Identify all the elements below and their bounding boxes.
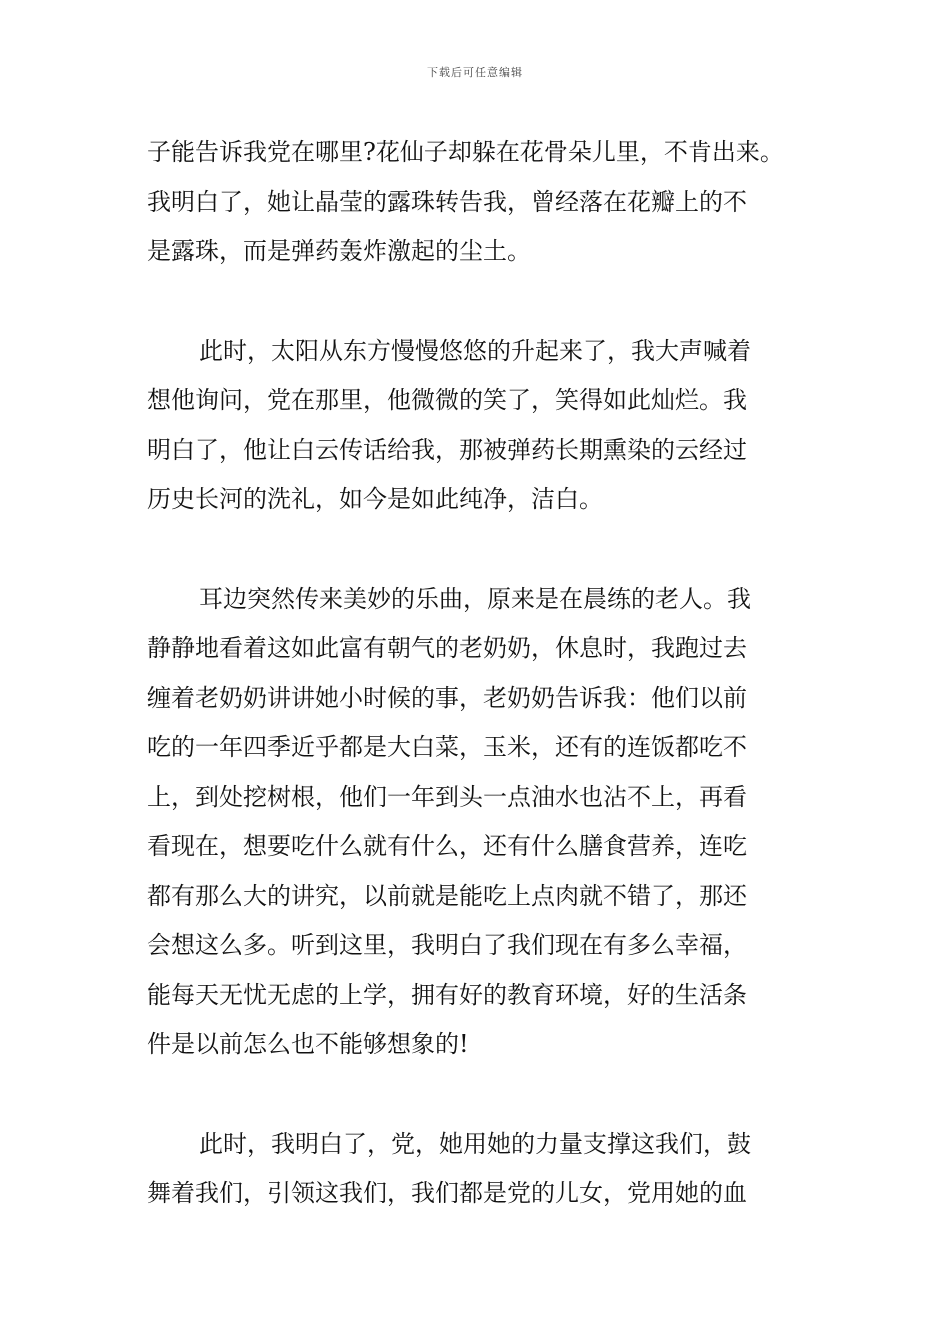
document-body [147, 128, 812, 1219]
text-line: 会想这么多。听到这里，我明白了我们现在有多么幸福， [147, 931, 747, 959]
text-line: 缠着老奶奶讲讲她小时候的事，老奶奶告诉我：他们以前 [147, 683, 747, 712]
text-line: 此时，太阳从东方慢慢悠悠的升起来了，我大声喊着 [199, 336, 751, 365]
text-line: 历史长河的洗礼，如今是如此纯净，洁白。 [147, 485, 603, 513]
text-line: 静静地看着这如此富有朝气的老奶奶，休息时，我跑过去 [147, 634, 747, 662]
text-line: 是露珠，而是弹药轰炸激起的尘土。 [147, 237, 531, 265]
text-line: 耳边突然传来美妙的乐曲，原来是在晨练的老人。我 [199, 584, 751, 613]
text-line: 此时，我明白了，党，她用她的力量支撑这我们，鼓 [199, 1129, 751, 1158]
paragraph [147, 575, 812, 1070]
text-line: 吃的一年四季近乎都是大白菜，玉米，还有的连饭都吃不 [147, 733, 747, 761]
text-line: 我明白了，她让晶莹的露珠转告我，曾经落在花瓣上的不 [147, 187, 747, 216]
paragraph [147, 1120, 812, 1219]
text-line: 想他询问，党在那里，他微微的笑了，笑得如此灿烂。我 [147, 386, 747, 414]
text-line: 能每天无忧无虑的上学，拥有好的教育环境，好的生活条 [147, 980, 747, 1009]
paragraph-gap [147, 1070, 812, 1120]
page-header: 下载后可任意编辑 [427, 66, 523, 79]
text-line: 看现在，想要吃什么就有什么，还有什么膳食营养，连吃 [147, 832, 747, 860]
paragraph-gap [147, 525, 812, 575]
paragraph-gap [147, 277, 812, 327]
paragraph [147, 327, 812, 525]
paragraph [147, 128, 812, 277]
text-line: 明白了，他让白云传话给我，那被弹药长期熏染的云经过 [147, 435, 747, 464]
text-line: 件是以前怎么也不能够想象的! [147, 1030, 469, 1058]
text-line: 子能告诉我党在哪里?花仙子却躲在花骨朵儿里，不肯出来。 [147, 138, 784, 166]
text-line: 舞着我们，引领这我们，我们都是党的儿女，党用她的血 [147, 1179, 747, 1207]
text-line: 上，到处挖树根，他们一年到头一点油水也沾不上，再看 [147, 782, 747, 811]
text-line: 都有那么大的讲究，以前就是能吃上点肉就不错了，那还 [147, 881, 747, 910]
